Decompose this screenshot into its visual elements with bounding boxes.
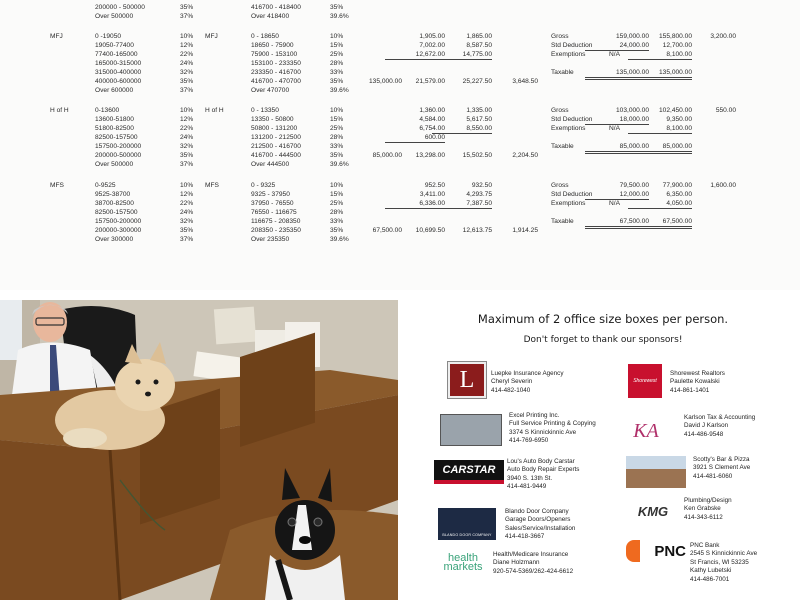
rate-new: 24% (180, 60, 194, 67)
rate-old: 35% (330, 227, 344, 234)
bracket-new: 157500-200000 (95, 218, 142, 225)
bracket-new: 200000-300000 (95, 227, 142, 234)
refund-difference: 550.00 (715, 107, 736, 114)
summary-label: Exemptions (551, 200, 586, 207)
bracket-new: Over 500000 (95, 161, 134, 168)
tax-old-amount: 4,293.75 (466, 191, 492, 198)
photo-illustration (0, 300, 398, 600)
rate-old: 28% (330, 134, 344, 141)
tax-new-amount: 3,411.00 (419, 191, 445, 198)
summary-value-old: 67,500.00 (628, 217, 692, 229)
rate-new: 24% (180, 134, 194, 141)
sponsor-logo-text: KA (633, 419, 659, 442)
bracket-new: 82500-157500 (95, 209, 138, 216)
sponsor-line: Health/Medicare Insurance (493, 551, 569, 558)
sponsor-line: Lou's Auto Body Carstar (507, 458, 575, 465)
sponsor-line: Ken Grabske (684, 505, 721, 513)
sponsor-line: 3921 S Clement Ave (693, 464, 751, 472)
tax-new-amount: 10,699.50 (415, 227, 445, 234)
tax-new-amount: 13,298.00 (415, 152, 445, 159)
sponsor-logo-text: CARSTAR (442, 464, 496, 476)
rate-old: 39.6% (330, 236, 349, 243)
tax-old-amount: 8,550.00 (432, 124, 492, 134)
sponsor-line: 414-343-6112 (684, 513, 723, 521)
bracket-old: 416700 - 418400 (251, 4, 301, 11)
refund-difference: 3,200.00 (710, 33, 736, 40)
bracket-old: 76550 - 116675 (251, 209, 297, 216)
summary-value-old: 8,100.00 (628, 124, 692, 134)
tax-new-amount: 1,360.00 (419, 107, 445, 114)
summary-value-old: 77,900.00 (662, 182, 692, 189)
summary-value-old: 8,100.00 (628, 50, 692, 60)
sponsor-line: Shorewest Realtors (670, 370, 725, 377)
sponsor-line: 414-482-1040 (491, 386, 531, 394)
sponsor-line: David J Karlson (684, 422, 729, 430)
filing-status: H of H (50, 107, 69, 114)
summary-value-new: 159,000.00 (615, 33, 649, 40)
tax-new-amount: 4,584.00 (419, 116, 445, 123)
sponsor-line: Garage Doors/Openers (505, 516, 571, 524)
sponsor-logo (628, 364, 662, 398)
rate-new: 37% (180, 161, 194, 168)
bracket-new: Over 600000 (95, 87, 134, 94)
bracket-old: 75900 - 153100 (251, 51, 298, 58)
sponsor-line: 2545 S Kinnickinnic Ave (690, 550, 758, 558)
sponsor-line: 414-481-6060 (693, 472, 733, 480)
rate-new: 32% (180, 69, 194, 76)
rate-old: 25% (330, 51, 344, 58)
sponsor-line: Plumbing/Design (684, 497, 732, 504)
bracket-old: Over 470700 (251, 87, 290, 94)
filing-status: MFS (50, 182, 64, 189)
rate-old: 35% (330, 152, 344, 159)
taxable-income: 135,000.00 (368, 78, 402, 85)
sponsor-line: 414-486-7001 (690, 575, 730, 583)
bracket-old: 37950 - 76550 (251, 200, 294, 207)
flyer-headline: Maximum of 2 office size boxes per person. (477, 312, 729, 326)
rate-new: 22% (180, 125, 194, 132)
tax-new-amount: 600.00 (385, 133, 445, 143)
bracket-old: Over 235350 (251, 236, 290, 243)
sponsor-line: Cheryl Severin (491, 378, 533, 386)
sponsor-info (693, 456, 750, 481)
tax-new-amount: 6,336.00 (385, 199, 445, 209)
rate-old: 39.6% (330, 13, 349, 20)
summary-value-old: 4,050.00 (628, 199, 692, 209)
sponsor-line: 414-861-1401 (670, 386, 710, 394)
sponsor-line: PNC Bank (690, 542, 720, 549)
sponsor-logo (626, 540, 686, 562)
office-dogs-photo (0, 300, 398, 600)
summary-value-new: N/A (609, 51, 620, 58)
flyer-subheadline: Don't forget to thank our sponsors! (523, 335, 683, 345)
summary-value-new: 67,500.00 (585, 217, 649, 229)
sponsor-info (507, 458, 579, 492)
tax-new-amount: 12,672.00 (385, 50, 445, 60)
sponsor-line: Kathy Lubetski (690, 567, 732, 575)
bracket-old: 212500 - 416700 (251, 143, 301, 150)
bracket-old: 13350 - 50800 (251, 116, 294, 123)
bracket-old: 233350 - 416700 (251, 69, 301, 76)
sponsor-logo (448, 362, 486, 398)
sponsor-info (505, 508, 575, 542)
rate-new: 35% (180, 152, 194, 159)
rate-old: 10% (330, 107, 344, 114)
summary-label: Exemptions (551, 51, 586, 58)
sponsor-logo (620, 416, 672, 446)
rate-new: 35% (180, 227, 194, 234)
sponsor-info (690, 542, 757, 584)
rate-new: 35% (180, 4, 194, 11)
summary-value-new: 24,000.00 (585, 41, 649, 51)
summary-label: Std Deduction (551, 116, 593, 123)
rate-new: 10% (180, 107, 194, 114)
sponsor-flyer (406, 300, 800, 600)
sponsor-line: 414-481-9449 (507, 483, 547, 491)
rate-old: 25% (330, 200, 344, 207)
bracket-old: 153100 - 233350 (251, 60, 301, 67)
rate-new: 37% (180, 236, 194, 243)
rate-new: 10% (180, 33, 194, 40)
sponsor-info (509, 412, 596, 446)
rate-old: 25% (330, 125, 344, 132)
bracket-new: 77400-165000 (95, 51, 138, 58)
bracket-old: 18650 - 75900 (251, 42, 294, 49)
bracket-new: 165000-315000 (95, 60, 142, 67)
tax-new-amount: 952.50 (424, 182, 445, 189)
summary-label: Gross (551, 182, 569, 189)
summary-value-new: 135,000.00 (585, 68, 649, 80)
bracket-new: 157500-200000 (95, 143, 142, 150)
sponsor-line: Auto Body Repair Experts (507, 466, 580, 474)
rate-new: 10% (180, 182, 194, 189)
summary-value-new: N/A (609, 200, 620, 207)
sponsor-line: Paulette Kowalski (670, 378, 720, 386)
rate-old: 33% (330, 143, 344, 150)
filing-status: MFJ (50, 33, 63, 40)
sponsor-line: Excel Printing Inc. (509, 412, 560, 419)
sponsor-line: Scotty's Bar & Pizza (693, 456, 750, 463)
rate-new: 24% (180, 209, 194, 216)
bracket-new: 19050-77400 (95, 42, 134, 49)
sponsor-logo-text: BLANDO DOOR COMPANY (442, 533, 492, 537)
summary-label: Gross (551, 107, 569, 114)
summary-value-old: 135,000.00 (628, 68, 692, 80)
summary-value-new: 12,000.00 (585, 190, 649, 200)
rate-new: 22% (180, 200, 194, 207)
filing-status-old: MFJ (205, 33, 218, 40)
bracket-old: 416700 - 444500 (251, 152, 301, 159)
tax-difference: 1,914.25 (512, 227, 538, 234)
bracket-new: 315000-400000 (95, 69, 142, 76)
sponsor-line: St Francis, WI 53235 (690, 558, 749, 566)
bracket-old: 0 - 18650 (251, 33, 279, 40)
rate-old: 33% (330, 69, 344, 76)
rate-old: 33% (330, 218, 344, 225)
summary-label: Gross (551, 33, 569, 40)
filing-status-old: MFS (205, 182, 219, 189)
sponsor-logo-text: Shorewest (633, 378, 657, 384)
sponsor-logo (436, 552, 490, 574)
tax-new-amount: 1,905.00 (419, 33, 445, 40)
sponsor-line: 414-486-9548 (684, 430, 724, 438)
sponsor-logo (438, 508, 496, 540)
tax-new-amount: 7,002.00 (419, 42, 445, 49)
bracket-new: 0-13600 (95, 107, 120, 114)
sponsor-line: Blando Door Company (505, 508, 569, 515)
rate-old: 35% (330, 4, 344, 11)
bracket-new: 38700-82500 (95, 200, 134, 207)
sponsor-info (684, 497, 732, 522)
summary-value-old: 102,450.00 (658, 107, 692, 114)
bracket-new: 9525-38700 (95, 191, 131, 198)
bracket-new: 51800-82500 (95, 125, 134, 132)
sponsor-line: Diane Holzmann (493, 559, 540, 567)
summary-value-old: 9,350.00 (666, 116, 692, 123)
taxable-income: 67,500.00 (372, 227, 402, 234)
tax-old-amount: 932.50 (471, 182, 492, 189)
summary-value-old: 155,800.00 (658, 33, 692, 40)
rate-new: 12% (180, 42, 194, 49)
summary-value-new: N/A (609, 125, 620, 132)
sponsor-line: Luepke Insurance Agency (491, 370, 564, 377)
bracket-old: 116675 - 208350 (251, 218, 301, 225)
rate-old: 28% (330, 60, 344, 67)
sponsor-line: 3940 S. 13th St. (507, 474, 553, 482)
sponsor-logo-text: KMG (637, 503, 669, 519)
sponsor-logo-text: health markets (443, 552, 483, 573)
sponsor-line: Karlson Tax & Accounting (684, 414, 756, 421)
rate-new: 22% (180, 51, 194, 58)
tax-new-amount: 21,579.00 (415, 78, 445, 85)
summary-value-new: 79,500.00 (619, 182, 649, 189)
rate-old: 15% (330, 42, 344, 49)
tax-difference: 2,204.50 (512, 152, 538, 159)
summary-value-old: 12,700.00 (662, 42, 692, 49)
summary-label: Std Deduction (551, 42, 593, 49)
rate-old: 35% (330, 78, 344, 85)
sponsor-logo (628, 498, 678, 524)
sponsor-info (493, 551, 573, 576)
sponsor-info (684, 414, 755, 439)
bracket-new: 200000-500000 (95, 152, 142, 159)
tax-old-amount: 8,587.50 (466, 42, 492, 49)
taxable-income: 85,000.00 (372, 152, 402, 159)
tax-new-amount: 6,754.00 (419, 125, 445, 132)
rate-old: 10% (330, 33, 344, 40)
tax-old-amount: 1,865.00 (466, 33, 492, 40)
tax-comparison-table (0, 0, 800, 290)
sponsor-line: 414-418-3667 (505, 533, 545, 541)
bracket-old: Over 444500 (251, 161, 290, 168)
sponsor-logo-text: L (459, 366, 475, 393)
tax-old-amount: 14,775.00 (432, 50, 492, 60)
rate-new: 32% (180, 143, 194, 150)
summary-label: Exemptions (551, 125, 586, 132)
summary-value-new: 103,000.00 (615, 107, 649, 114)
summary-value-new: 85,000.00 (585, 142, 649, 154)
sponsor-logo (434, 460, 504, 484)
rate-new: 12% (180, 191, 194, 198)
tax-old-amount: 15,502.50 (462, 152, 492, 159)
bracket-new: 82500-157500 (95, 134, 138, 141)
bracket-new: Over 500000 (95, 13, 134, 20)
tax-old-amount: 7,387.50 (432, 199, 492, 209)
sponsor-info (491, 370, 563, 395)
filing-status-old: H of H (205, 107, 224, 114)
rate-old: 28% (330, 209, 344, 216)
rate-old: 15% (330, 116, 344, 123)
sponsor-line: 414-769-6950 (509, 437, 549, 445)
refund-difference: 1,600.00 (710, 182, 736, 189)
bracket-new: 0 -19050 (95, 33, 122, 40)
summary-label: Taxable (551, 218, 574, 225)
rate-new: 35% (180, 78, 194, 85)
rate-new: 37% (180, 13, 194, 20)
bracket-old: 0 - 9325 (251, 182, 276, 189)
sponsor-logo (626, 456, 686, 488)
tax-old-amount: 5,617.50 (466, 116, 492, 123)
rate-new: 12% (180, 116, 194, 123)
bracket-new: Over 300000 (95, 236, 134, 243)
rate-old: 39.6% (330, 87, 349, 94)
rate-old: 39.6% (330, 161, 349, 168)
bracket-new: 0-9525 (95, 182, 116, 189)
tax-old-amount: 12,613.75 (462, 227, 492, 234)
sponsor-logo-text: PNC (654, 542, 686, 560)
sponsor-line: 920-574-5369/262-424-6612 (493, 567, 574, 575)
summary-label: Taxable (551, 143, 574, 150)
bracket-new: 400000-600000 (95, 78, 142, 85)
sponsor-line: 3374 S Kinnickinnic Ave (509, 428, 577, 436)
bracket-new: 200000 - 500000 (95, 4, 145, 11)
bracket-old: 416700 - 470700 (251, 78, 301, 85)
summary-label: Taxable (551, 69, 574, 76)
rate-new: 37% (180, 87, 194, 94)
bracket-old: Over 418400 (251, 13, 290, 20)
sponsor-line: Full Service Printing & Copying (509, 420, 596, 428)
tax-old-amount: 1,335.00 (466, 107, 492, 114)
tax-old-amount: 25,227.50 (462, 78, 492, 85)
bracket-old: 131200 - 212500 (251, 134, 301, 141)
rate-old: 15% (330, 191, 344, 198)
sponsor-info (670, 370, 725, 395)
tax-difference: 3,648.50 (512, 78, 538, 85)
bracket-old: 208350 - 235350 (251, 227, 301, 234)
summary-value-new: 18,000.00 (585, 115, 649, 125)
rate-old: 10% (330, 182, 344, 189)
sponsor-line: Sales/Service/Installation (505, 524, 576, 532)
summary-label: Std Deduction (551, 191, 593, 198)
bracket-old: 50800 - 131200 (251, 125, 298, 132)
summary-value-old: 6,350.00 (666, 191, 692, 198)
summary-value-old: 85,000.00 (628, 142, 692, 154)
bracket-old: 0 - 13350 (251, 107, 279, 114)
sponsor-logo (440, 414, 502, 446)
bracket-new: 13600-51800 (95, 116, 134, 123)
rate-new: 32% (180, 218, 194, 225)
bracket-old: 9325 - 37950 (251, 191, 290, 198)
